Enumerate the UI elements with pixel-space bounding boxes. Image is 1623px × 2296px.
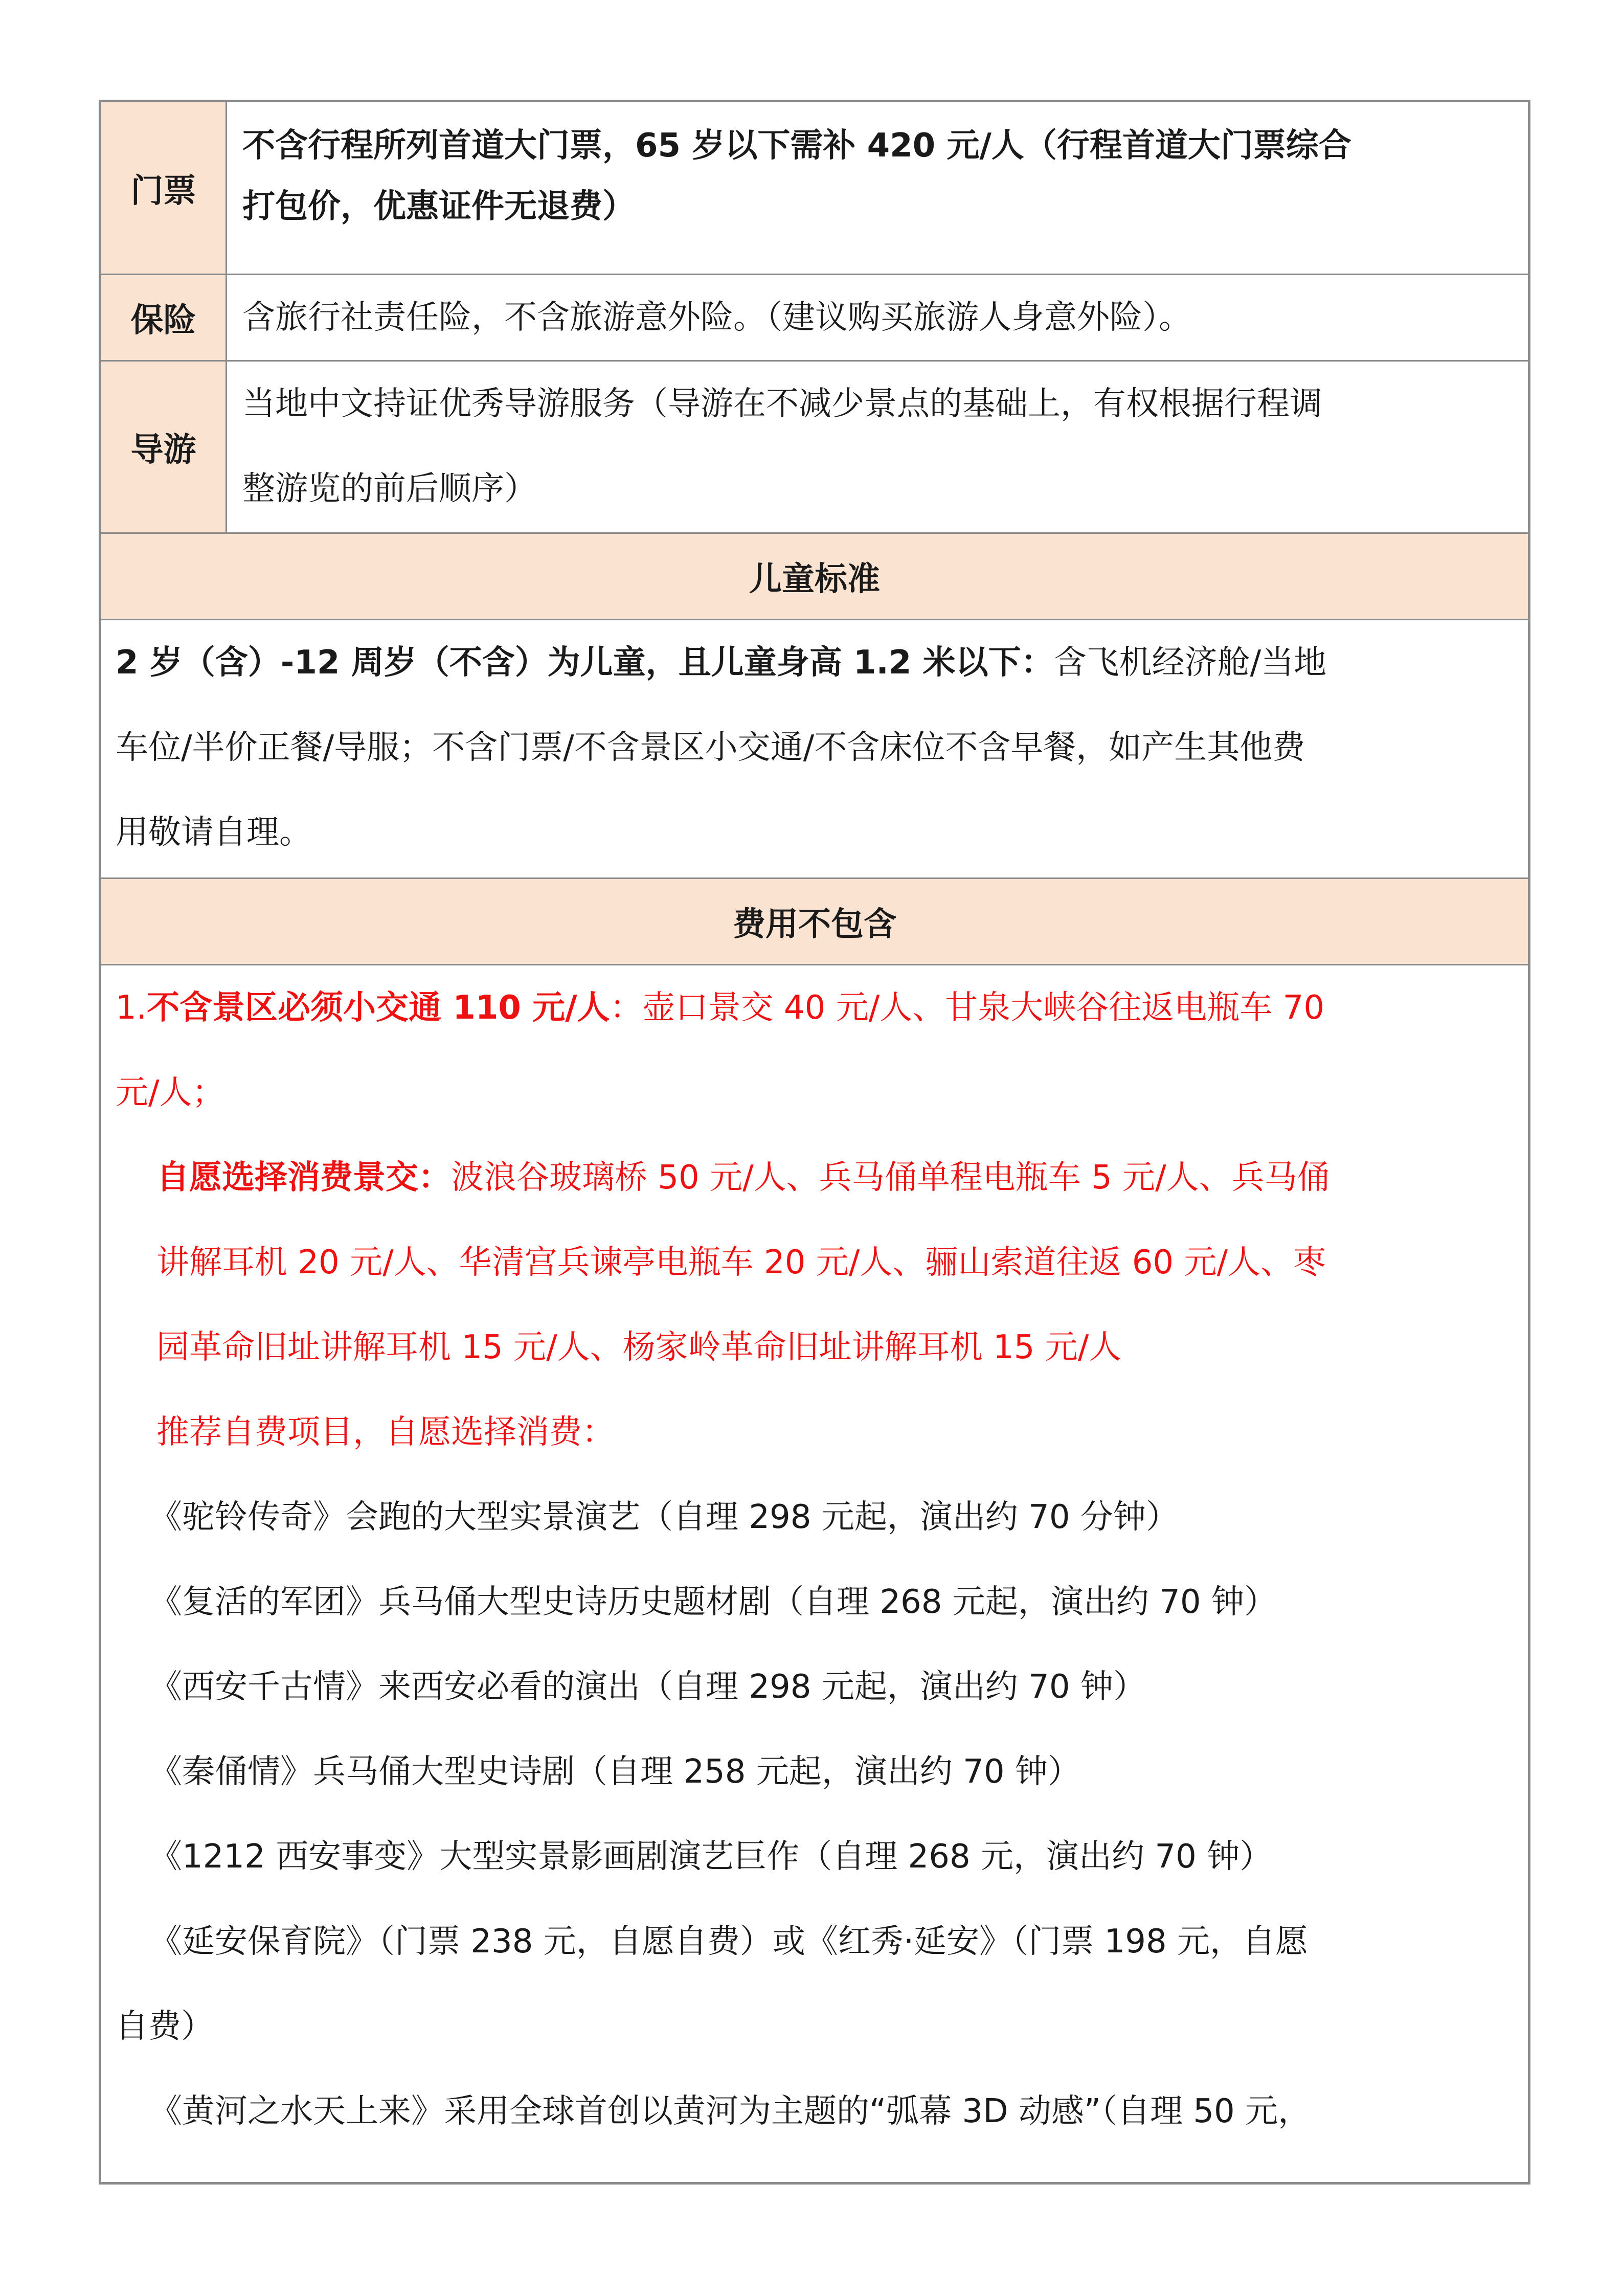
excluded-item-1 xyxy=(116,965,1515,1050)
guide-line-1: 当地中文持证优秀导游服务（导游在不减少景点的基础上，有权根据行程调 xyxy=(242,385,1322,423)
guide-row xyxy=(101,362,1528,534)
children-content xyxy=(101,620,1528,879)
recommend-title: 推荐自费项目，自愿选择消费： xyxy=(156,1413,615,1451)
yanan-show-line-2: 自费） xyxy=(116,2008,214,2045)
excluded-item-1-rest: ：壶口景交 40 元/人、甘泉大峡谷往返电瓶车 70 xyxy=(610,989,1325,1027)
show-item: 《秦俑情》兵马俑大型史诗剧（自理 258 元起，演出约 70 钟） xyxy=(149,1753,1080,1791)
itinerary-fee-table xyxy=(99,100,1530,2185)
insurance-label: 保险 xyxy=(101,275,227,360)
children-criteria: 2 岁（含）-12 周岁（不含）为儿童，且儿童身高 1.2 米以下： xyxy=(116,644,1054,682)
yanan-show-line-1: 《延安保育院》（门票 238 元，自愿自费）或《红秀·延安》（门票 198 元，自愿 xyxy=(149,1923,1309,1961)
optional-transport-line-2: 讲解耳机 20 元/人、华清宫兵谏亭电瓶车 20 元/人、骊山索道往返 60 元/人、枣 xyxy=(156,1244,1326,1281)
children-line-1 xyxy=(116,620,1515,705)
optional-transport-line-1-rest: 波浪谷玻璃桥 50 元/人、兵马俑单程电瓶车 5 元/人、兵马俑 xyxy=(451,1159,1330,1197)
children-header: 儿童标准 xyxy=(101,534,1528,620)
excluded-item-1-prefix: 1. xyxy=(116,989,147,1027)
show-item: 《1212 西安事变》大型实景影画剧演艺巨作（自理 268 元，演出约 70 钟） xyxy=(149,1838,1273,1876)
optional-transport-line-1 xyxy=(116,1135,1515,1220)
show-item: 《复活的军团》兵马俑大型史诗历史题材剧（自理 268 元起，演出约 70 钟） xyxy=(149,1583,1277,1621)
optional-transport-line-3: 园革命旧址讲解耳机 15 元/人、杨家岭革命旧址讲解耳机 15 元/人 xyxy=(156,1329,1122,1366)
tickets-line-2: 打包价，优惠证件无退费） xyxy=(242,188,635,226)
tickets-line-1: 不含行程所列首道大门票，65 岁以下需补 420 元/人（行程首道大门票综合 xyxy=(242,127,1351,165)
insurance-content xyxy=(227,275,1528,360)
show-item: 《西安千古情》来西安必看的演出（自理 298 元起，演出约 70 钟） xyxy=(149,1668,1146,1706)
tickets-content xyxy=(227,102,1528,274)
children-line-1-rest: 含飞机经济舱/当地 xyxy=(1053,644,1327,682)
tickets-row xyxy=(101,102,1528,275)
excluded-item-1-bold: 不含景区必须小交通 110 元/人 xyxy=(147,989,610,1027)
optional-transport-title: 自愿选择消费景交： xyxy=(156,1159,451,1197)
excluded-content xyxy=(101,965,1528,2185)
guide-content xyxy=(227,362,1528,532)
insurance-text: 含旅行社责任险，不含旅游意外险。（建议购买旅游人身意外险）。 xyxy=(242,299,1191,336)
show-item: 《驼铃传奇》会跑的大型实景演艺（自理 298 元起，演出约 70 分钟） xyxy=(149,1498,1179,1536)
children-line-2: 车位/半价正餐/导服；不含门票/不含景区小交通/不含床位不含早餐，如产生其他费 xyxy=(116,729,1305,767)
tickets-label: 门票 xyxy=(101,102,227,274)
excluded-header: 费用不包含 xyxy=(101,879,1528,965)
guide-label: 导游 xyxy=(101,362,227,532)
yellow-river-show: 《黄河之水天上来》采用全球首创以黄河为主题的“弧幕 3D 动感”（自理 50 元， xyxy=(149,2092,1311,2130)
guide-line-2: 整游览的前后顺序） xyxy=(242,470,537,508)
children-line-3: 用敬请自理。 xyxy=(116,814,312,851)
excluded-item-1-line-2: 元/人； xyxy=(116,1074,225,1112)
insurance-row xyxy=(101,275,1528,362)
